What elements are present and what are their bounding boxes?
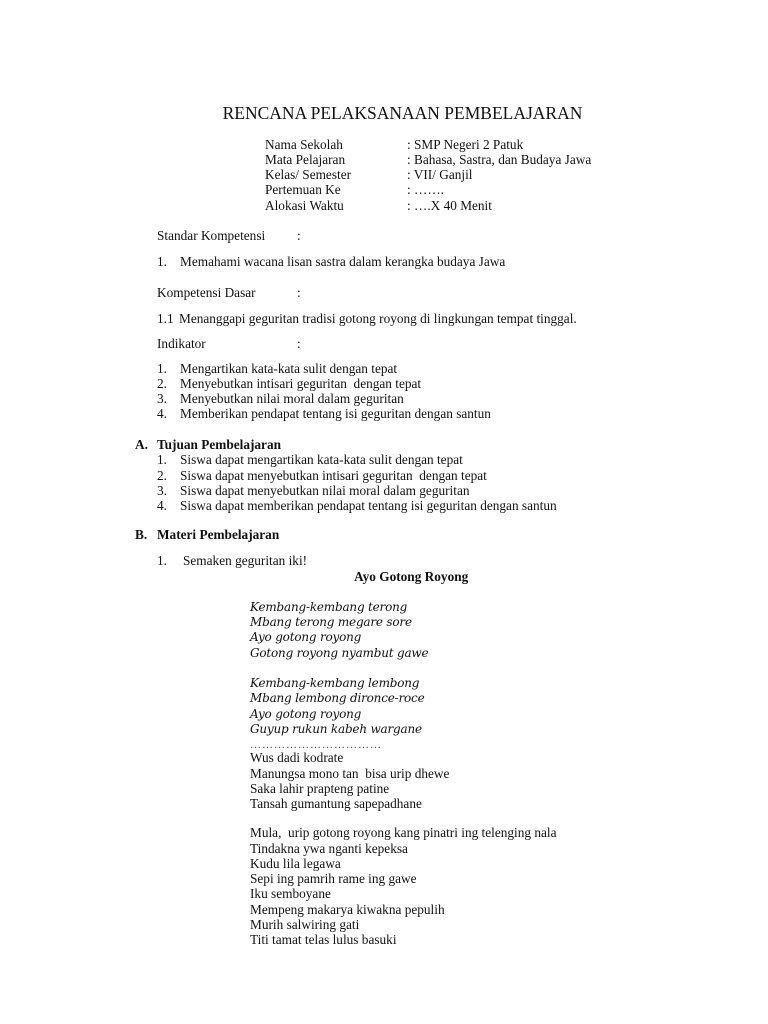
poem-line: Titi tamat telas lulus basuki (250, 932, 397, 947)
list-item: Siswa dapat memberikan pendapat tentang isi geguritan dengan santun (180, 498, 557, 513)
list-number: 2. (157, 376, 167, 391)
poem-line: Manungsa mono tan bisa urip dhewe (250, 766, 450, 781)
poem-line: Ayo gotong royong (250, 630, 362, 644)
poem-line: Gotong royong nyambut gawe (250, 646, 429, 660)
colon: : (297, 285, 301, 300)
list-number: 1. (157, 452, 167, 467)
standar-kompetensi-label: Standar Kompetensi (157, 228, 266, 243)
indikator-label: Indikator (157, 336, 206, 351)
list-number: 4. (157, 406, 167, 421)
poem-line: Saka lahir prapteng patine (250, 781, 390, 796)
info-label: Mata Pelajaran (265, 152, 346, 167)
list-number: 2. (157, 468, 167, 483)
list-item: Memberikan pendapat tentang isi geguritan dengan santun (180, 406, 491, 421)
kompetensi-dasar-text: Menanggapi geguritan tradisi gotong royong di lingkungan tempat tinggal. (179, 311, 577, 326)
list-item: Siswa dapat menyebutkan intisari geguritan dengan tepat (180, 468, 487, 483)
poem-line: Mempeng makarya kiwakna pepulih (250, 902, 445, 917)
colon: : (297, 336, 301, 351)
poem-line: Kudu lila legawa (250, 856, 341, 871)
materi-instruction: Semaken geguritan iki! (183, 553, 308, 568)
info-value: : Bahasa, Sastra, dan Budaya Jawa (407, 152, 592, 167)
list-item: Menyebutkan intisari geguritan dengan tepat (180, 376, 422, 391)
poem-line: Iku semboyane (250, 886, 331, 901)
info-label: Pertemuan Ke (265, 182, 341, 197)
list-number: 3. (157, 483, 167, 498)
list-number: 4. (157, 498, 167, 513)
list-item: Siswa dapat mengartikan kata-kata sulit dengan tepat (180, 452, 463, 467)
colon: : (297, 228, 301, 243)
list-item: Menyebutkan nilai moral dalam geguritan (180, 391, 404, 406)
poem-title: Ayo Gotong Royong (354, 569, 469, 584)
poem-line: Kembang-kembang lembong (250, 676, 420, 690)
list-number: 1. (157, 254, 167, 269)
info-value: : ……. (407, 182, 444, 197)
info-value: : ….X 40 Menit (407, 198, 492, 213)
poem-line: Tansah gumantung sapepadhane (250, 796, 422, 811)
poem-line: Murih salwiring gati (250, 917, 360, 932)
poem-line: Mbang terong megare sore (250, 615, 412, 629)
page-title: RENCANA PELAKSANAAN PEMBELAJARAN (222, 103, 583, 123)
list-item: Mengartikan kata-kata sulit dengan tepat (180, 361, 398, 376)
poem-line: Guyup rukun kabeh wargane (250, 722, 422, 736)
list-number: 1.1 (157, 311, 174, 326)
poem-line: Sepi ing pamrih rame ing gawe (250, 871, 417, 886)
info-value: : SMP Negeri 2 Patuk (407, 137, 524, 152)
section-letter: B. (135, 527, 148, 542)
kompetensi-dasar-label: Kompetensi Dasar (157, 285, 256, 300)
standar-kompetensi-text: Memahami wacana lisan sastra dalam kerangka budaya Jawa (180, 254, 506, 269)
poem-line: Ayo gotong royong (250, 707, 362, 721)
info-label: Kelas/ Semester (265, 167, 352, 182)
list-number: 1. (157, 553, 167, 568)
section-letter: A. (135, 437, 148, 452)
list-number: 3. (157, 391, 167, 406)
info-value: : VII/ Ganjil (407, 167, 473, 182)
poem-line: Kembang-kembang terong (250, 600, 408, 614)
ellipsis-line: …………………………… (250, 739, 382, 751)
poem-line: Mula, urip gotong royong kang pinatri ing telenging nala (250, 825, 557, 840)
list-number: 1. (157, 361, 167, 376)
poem-line: Wus dadi kodrate (250, 750, 344, 765)
list-item: Siswa dapat menyebutkan nilai moral dalam geguritan (180, 483, 470, 498)
section-heading-materi: Materi Pembelajaran (157, 527, 280, 542)
poem-line: Mbang lembong dironce-roce (250, 691, 425, 705)
poem-line: Tindakna ywa nganti kepeksa (250, 841, 408, 856)
info-label: Alokasi Waktu (265, 198, 344, 213)
section-heading-tujuan: Tujuan Pembelajaran (157, 437, 281, 452)
info-label: Nama Sekolah (265, 137, 343, 152)
